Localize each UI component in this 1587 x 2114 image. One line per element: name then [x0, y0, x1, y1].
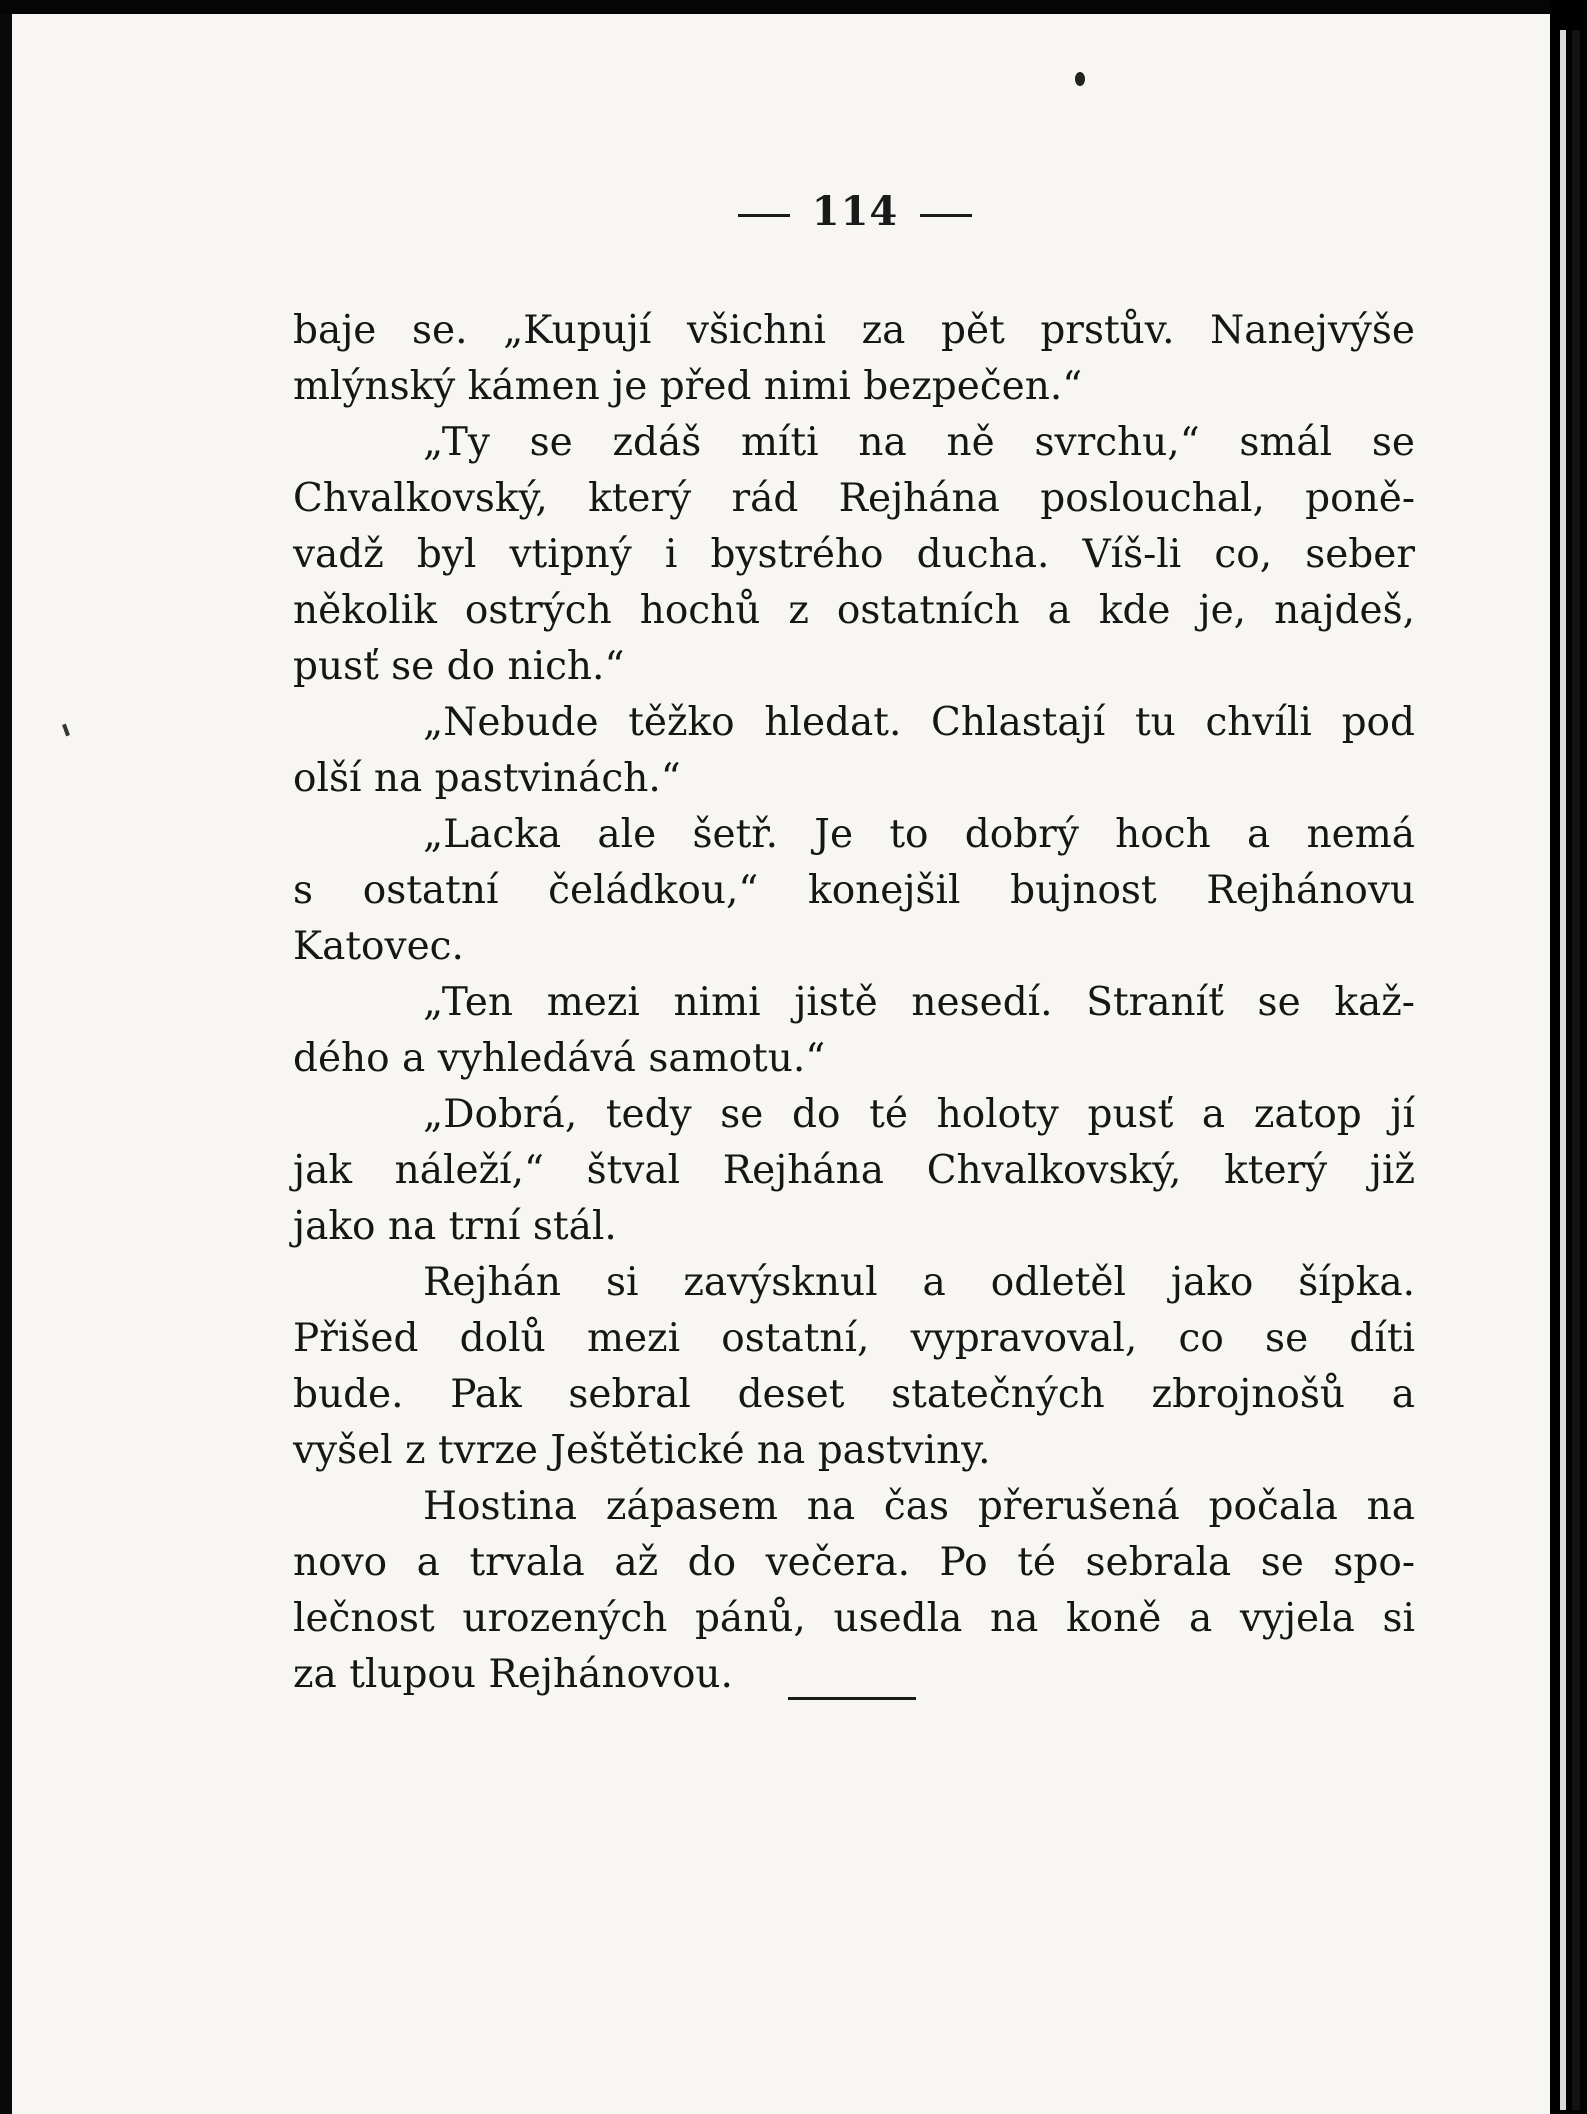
text-line: za tlupou Rejhánovou.: [293, 1652, 733, 1697]
next-page-edge: [1560, 30, 1566, 2110]
text-line: Přišed dolů mezi ostatní, vypravoval, co se díti: [293, 1316, 1415, 1361]
text-line: „Ty se zdáš míti na ně svrchu,“ smál se: [423, 420, 1415, 465]
text-line: vyšel z tvrze Ještětické na pastviny.: [293, 1428, 991, 1473]
page-gutter-shadow: [1572, 30, 1580, 2110]
page-header: [0, 188, 1587, 235]
text-line: olší na pastvinách.“: [293, 756, 681, 801]
header-dash-left: [738, 214, 790, 217]
scan-top-border: [0, 0, 1587, 14]
header-dash-right: [920, 214, 972, 217]
text-line: lečnost urozených pánů, usedla na koně a vyjela si: [293, 1596, 1415, 1641]
text-line: pusť se do nich.“: [293, 644, 625, 689]
text-line: Hostina zápasem na čas přerušená počala na: [423, 1484, 1415, 1529]
text-line: Rejhán si zavýsknul a odletěl jako šípka.: [423, 1260, 1415, 1305]
text-line: „Dobrá, tedy se do té holoty pusť a zatop jí: [423, 1092, 1415, 1137]
text-line: několik ostrých hochů z ostatních a kde je, najdeš,: [293, 588, 1415, 633]
text-line: mlýnský kámen je před nimi bezpečen.“: [293, 364, 1083, 409]
text-line: jako na trní stál.: [293, 1204, 617, 1249]
chapter-end-rule: [788, 1697, 916, 1700]
text-line: Chvalkovský, který rád Rejhána poslouchal, poně-: [293, 476, 1415, 521]
scan-right-border: [1550, 0, 1587, 2114]
text-line: jak náleží,“ štval Rejhána Chvalkovský, který již: [293, 1148, 1415, 1193]
text-line: „Nebude těžko hledat. Chlastají tu chvíli pod: [423, 700, 1415, 745]
text-line: novo a trvala až do večera. Po té sebrala se spo-: [293, 1540, 1415, 1585]
text-line: vadž byl vtipný i bystrého ducha. Víš-li co, seber: [293, 532, 1415, 577]
text-line: Katovec.: [293, 924, 464, 969]
text-line: „Lacka ale šetř. Je to dobrý hoch a nemá: [423, 812, 1415, 857]
text-line: „Ten mezi nimi jistě nesedí. Straníť se kaž-: [423, 980, 1415, 1025]
text-line: s ostatní čeládkou,“ konejšil bujnost Rejhánovu: [293, 868, 1415, 913]
body-text: [293, 303, 1415, 1703]
page-number: 114: [811, 188, 899, 235]
text-line: bude. Pak sebral deset statečných zbrojnošů a: [293, 1372, 1415, 1417]
text-line: dého a vyhledává samotu.“: [293, 1036, 826, 1081]
ink-speck: [1075, 72, 1085, 86]
text-line: baje se. „Kupují všichni za pět prstův. Nanejvýše: [293, 308, 1415, 353]
